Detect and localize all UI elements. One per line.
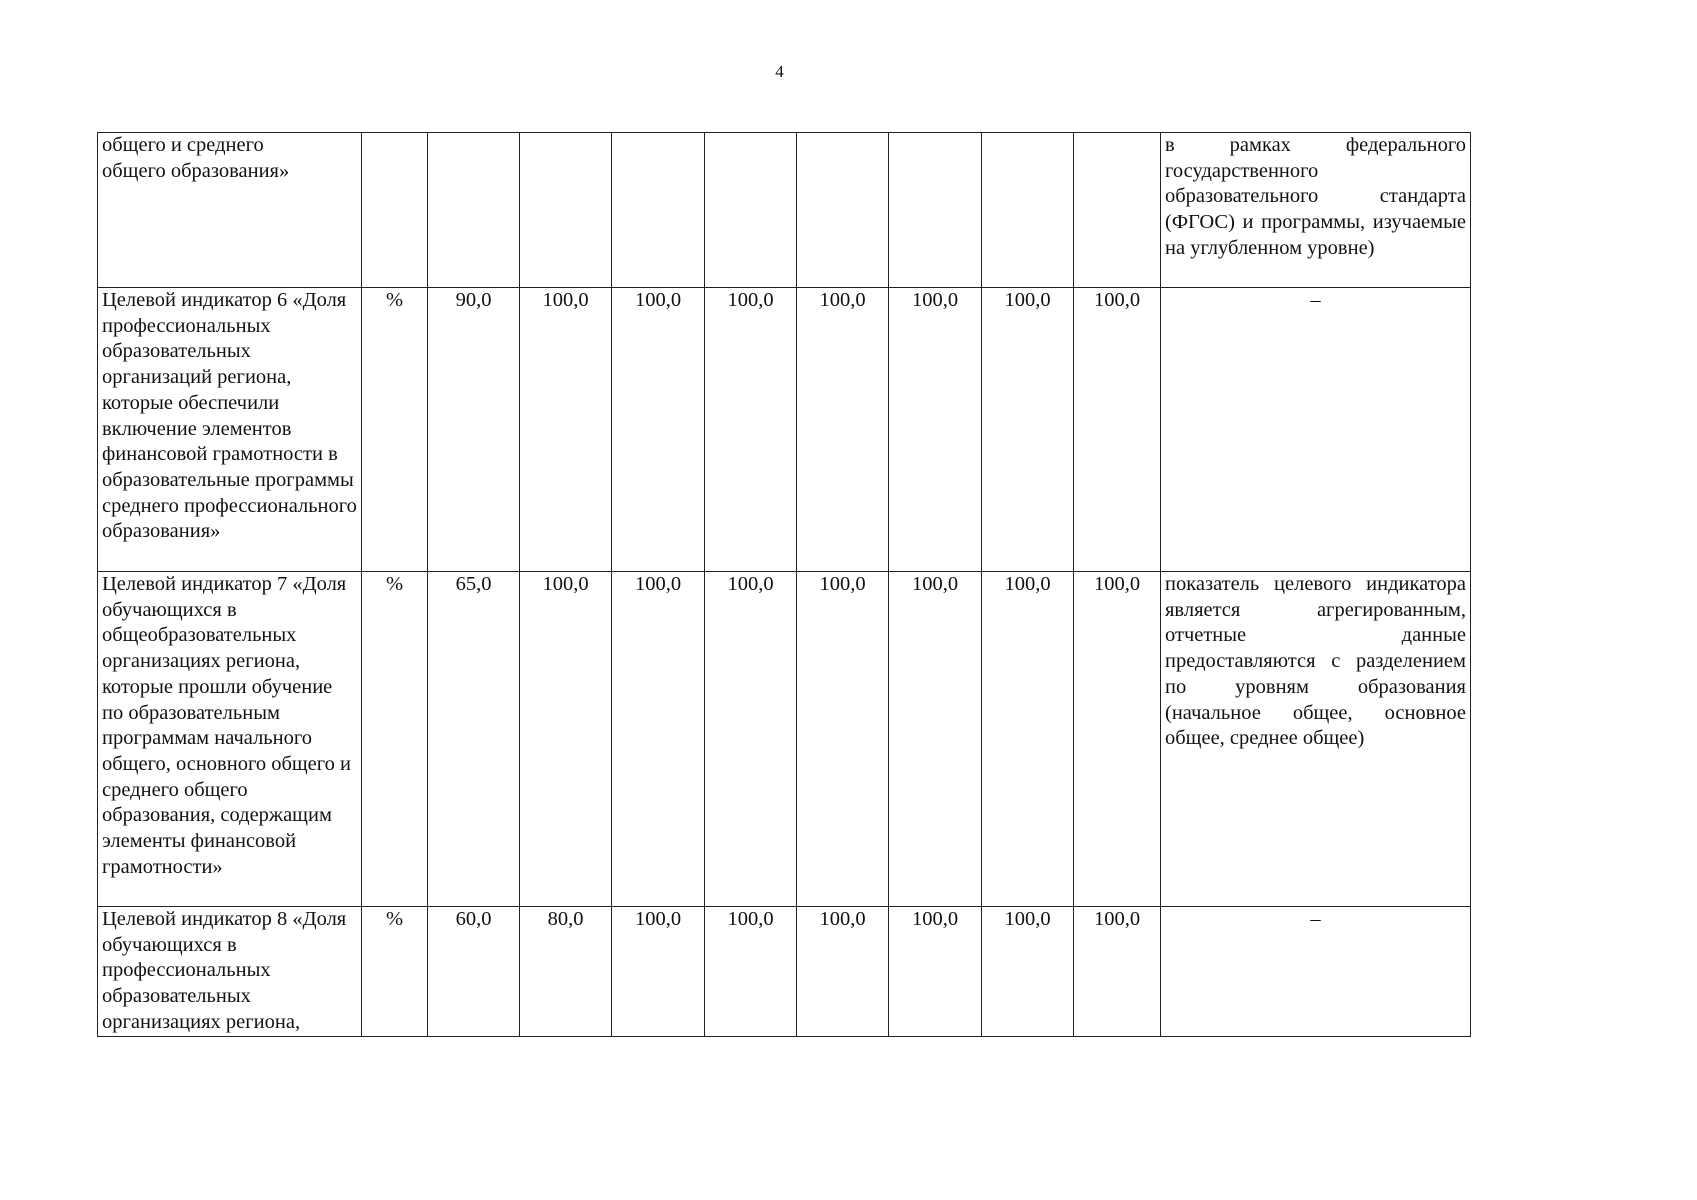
- value-cell: 100,0: [982, 572, 1074, 907]
- note-cell: –: [1161, 907, 1471, 1037]
- value-cell: 100,0: [982, 907, 1074, 1037]
- value-cell: 60,0: [428, 907, 520, 1037]
- value-cell: 80,0: [520, 907, 612, 1037]
- value-cell: [1074, 133, 1161, 288]
- value-cell: [612, 133, 705, 288]
- unit-cell: %: [362, 907, 428, 1037]
- value-cell: 100,0: [705, 907, 797, 1037]
- value-cell: [982, 133, 1074, 288]
- value-cell: 100,0: [705, 572, 797, 907]
- value-cell: 90,0: [428, 288, 520, 572]
- table-row: [98, 288, 1471, 572]
- value-cell: 100,0: [889, 907, 982, 1037]
- note-cell: в рамках федерального государственного образовательного стандарта (ФГОС) и программы, изучаемые на углубленном уровне): [1161, 133, 1471, 288]
- value-cell: [797, 133, 889, 288]
- value-cell: 100,0: [982, 288, 1074, 572]
- value-cell: 100,0: [1074, 572, 1161, 907]
- unit-cell: %: [362, 288, 428, 572]
- indicator-name-cell: Целевой индикатор 8 «Доля обучающихся в профессиональных образовательных организациях региона,: [98, 907, 362, 1037]
- table-row: [98, 133, 1471, 288]
- value-cell: 100,0: [612, 907, 705, 1037]
- value-cell: 100,0: [1074, 907, 1161, 1037]
- value-cell: 65,0: [428, 572, 520, 907]
- value-cell: 100,0: [612, 288, 705, 572]
- table-row: [98, 572, 1471, 907]
- table-row: [98, 907, 1471, 1037]
- value-cell: [705, 133, 797, 288]
- indicators-table: [97, 132, 1471, 1037]
- value-cell: 100,0: [797, 572, 889, 907]
- value-cell: 100,0: [1074, 288, 1161, 572]
- indicator-name-cell: Целевой индикатор 7 «Доля обучающихся в общеобразовательных организациях региона, которые прошли обучение по образовательным программам начального общего, основного общего и среднего общего образования, содержащим элементы финансовой грамотности»: [98, 572, 362, 907]
- value-cell: 100,0: [520, 572, 612, 907]
- indicator-name-cell: общего и среднего общего образования»: [98, 133, 362, 288]
- value-cell: [889, 133, 982, 288]
- value-cell: [428, 133, 520, 288]
- unit-cell: %: [362, 572, 428, 907]
- page-number: 4: [775, 62, 784, 81]
- note-cell: показатель целевого индикатора является агрегированным, отчетные данные предоставляются с разделением по уровням образования (начальное общее, основное общее, среднее общее): [1161, 572, 1471, 907]
- unit-cell: [362, 133, 428, 288]
- note-cell: –: [1161, 288, 1471, 572]
- value-cell: [520, 133, 612, 288]
- value-cell: 100,0: [889, 288, 982, 572]
- value-cell: 100,0: [705, 288, 797, 572]
- value-cell: 100,0: [520, 288, 612, 572]
- indicator-name-cell: Целевой индикатор 6 «Доля профессиональных образовательных организаций региона, которые обеспечили включение элементов финансовой грамотности в образовательные программы среднего профессионального образования»: [98, 288, 362, 572]
- value-cell: 100,0: [797, 907, 889, 1037]
- value-cell: 100,0: [797, 288, 889, 572]
- value-cell: 100,0: [889, 572, 982, 907]
- value-cell: 100,0: [612, 572, 705, 907]
